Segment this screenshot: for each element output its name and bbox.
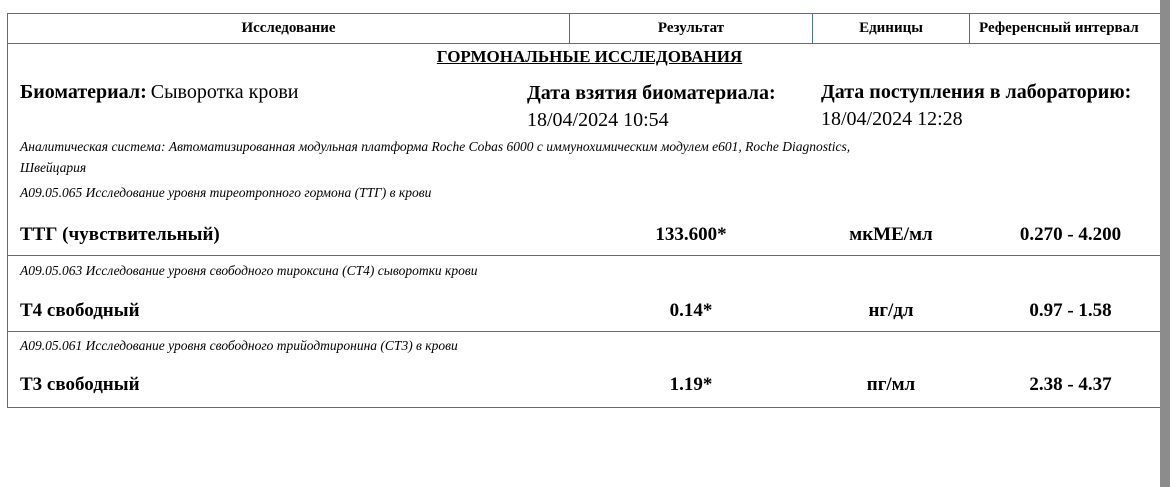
header-reference: Референсный интервал [979, 20, 1139, 36]
analytic-system-line2: Швейцария [20, 160, 87, 175]
test-code: A09.05.061 Исследование уровня свободного трийодтиронина (СТ3) в крови [20, 338, 458, 353]
header-test: Исследование [241, 20, 336, 36]
test-name: Т4 свободный [20, 300, 140, 321]
test-code: A09.05.063 Исследование уровня свободного тироксина (СТ4) сыворотки крови [20, 263, 478, 278]
test-name: ТТГ (чувствительный) [20, 224, 220, 245]
received-date-label: Дата поступления в лабораторию: [821, 81, 1132, 103]
sampling-date-label: Дата взятия биоматериала: [527, 82, 776, 104]
biomaterial-value: Сыворотка крови [150, 81, 299, 103]
sampling-date-value: 18/04/2024 10:54 [527, 109, 669, 131]
table-header [8, 14, 1170, 44]
header-units: Единицы [859, 20, 923, 36]
test-reference: 0.97 - 1.58 [1029, 300, 1112, 321]
test-result: 133.600* [655, 224, 727, 245]
vertical-scrollbar[interactable] [1160, 0, 1170, 487]
section-title: ГОРМОНАЛЬНЫЕ ИССЛЕДОВАНИЯ [436, 47, 743, 66]
test-reference: 2.38 - 4.37 [1029, 374, 1112, 395]
analytic-system-line1: Аналитическая система: Автоматизированная модульная платформа Roche Cobas 6000 с иммунохимическим модулем e601, Roche Diagnostics, [20, 139, 851, 154]
test-code: A09.05.065 Исследование уровня тиреотропного гормона (ТТГ) в крови [20, 185, 432, 200]
biomaterial [20, 81, 298, 104]
header-result: Результат [657, 20, 725, 36]
test-units: пг/мл [866, 374, 916, 395]
test-result: 1.19* [669, 374, 713, 395]
test-name: Т3 свободный [20, 374, 140, 395]
test-result: 0.14* [669, 300, 713, 321]
lab-report-table [7, 13, 1170, 408]
test-units: нг/дл [868, 300, 914, 321]
test-units: мкМЕ/мл [849, 224, 933, 245]
biomaterial-label: Биоматериал: [20, 81, 147, 103]
received-date-value: 18/04/2024 12:28 [821, 108, 963, 130]
test-reference: 0.270 - 4.200 [1019, 224, 1122, 245]
